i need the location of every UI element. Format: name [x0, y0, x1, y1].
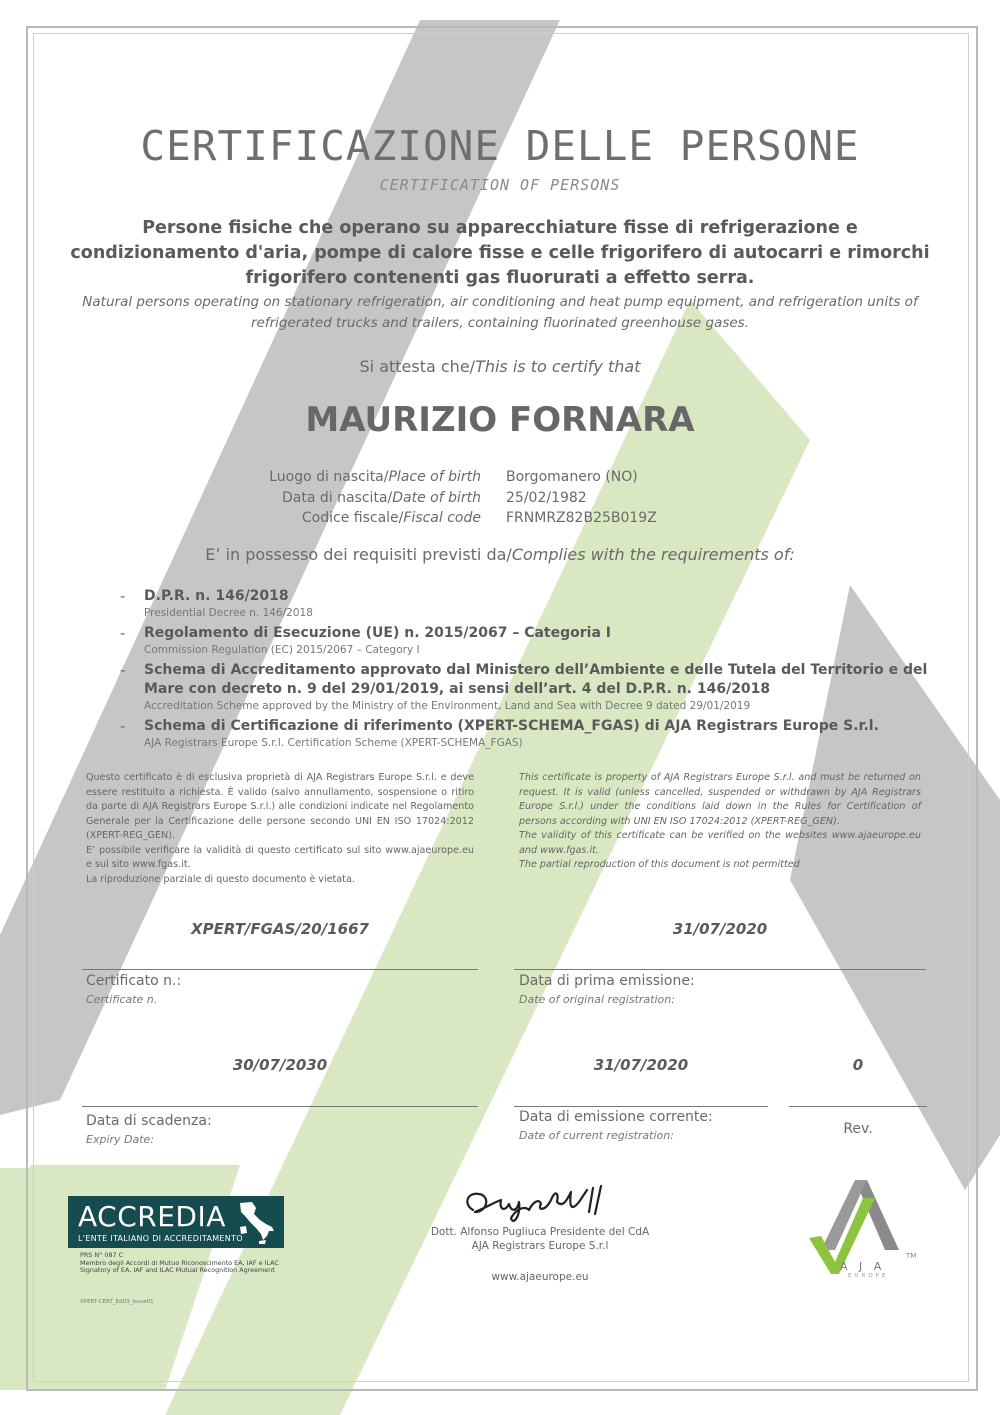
legal-notice-english: This certificate is property of AJA Registrars Europe S.r.l. and must be returned on request. It is valid (unless cancelled, suspended or withdrawn by AJA Registrars Europe S.r.l.) under the conditions laid down in the Rules for Certification of persons according with UNI EN ISO 17024:2012 (XPERT-REG_GEN). The validity of this certificate can be verified on the websites www.ajaeurope.eu and www.fgas.it. The partial reproduction of this document is not permitted — [519, 772, 921, 870]
document-reference: XPERT-CERT_Ed03_Issue01 — [80, 1299, 154, 1305]
aja-logo-sub: EUROPE — [848, 1273, 889, 1279]
certificate-subtitle: CERTIFICATION OF PERSONS — [379, 176, 621, 194]
scope-english: Natural persons operating on stationary refrigeration, air conditioning and heat pump equipment, and refrigeration units of refrigerated trucks and trailers, containing fluorinated greenhouse gases. — [82, 294, 918, 331]
certificate-number-line — [82, 969, 478, 970]
detail-label: Luogo di nascita/Place of birth — [269, 469, 481, 485]
attestation-line — [40, 357, 960, 376]
accredia-tagline: L'ENTE ITALIANO DI ACCREDITAMENTO — [78, 1234, 243, 1243]
expiry-date-label: Data di scadenza: — [86, 1113, 212, 1129]
accredia-logo-word: ACCREDIA — [78, 1200, 226, 1233]
certificate-number-label-en: Certificate n. — [86, 993, 158, 1006]
current-registration-value: 31/07/2020 — [593, 1056, 689, 1074]
scope-italian: Persone fisiche che operano su apparecchiature fisse di refrigerazione e condizionamento d'aria, pompe di calore fisse e celle frigorifero di autocarri e rimorchi frigorifero contenenti gas fluorurati a effetto serra. — [70, 218, 930, 288]
signatory-organization: AJA Registrars Europe S.r.l — [471, 1240, 609, 1252]
requirement-item: - Schema di Certificazione di riferimento (XPERT-SCHEMA_FGAS) di AJA Registrars Europe S.r.l. AJA Registrars Europe S.r.l. Certification Scheme (XPERT-SCHEMA_FGAS) — [120, 717, 940, 750]
current-registration-line — [514, 1106, 768, 1107]
detail-value: Borgomanero (NO) — [506, 469, 638, 485]
requirement-item: - Schema di Accreditamento approvato dal Ministero dell’Ambiente e delle Tutela del Territorio e del Mare con decreto n. 9 del 29/01/2019, ai sensi dell’art. 4 del D.P.R. n. 146/2018 Accreditation Scheme approved by the Ministry of the Environment, Land and Sea with Decree 9 dated 29/01/2019 — [120, 661, 940, 713]
legal-notice-italian: Questo certificato è di esclusiva proprietà di AJA Registrars Europe S.r.l. e deve essere restituito a richiesta. È valido (salvo annullamento, sospensione o ritiro da parte di AJA Registrars Europe S.r.l.) alle condizioni indicate nel Regolamento Generale per la Certificazione delle persone secondo UNI EN ISO 17024:2012 (XPERT-REG_GEN). E’ possibile verificare la validità di questo certificato sul sito www.ajaeurope.eu e sul sito www.fgas.it. La riproduzione parziale di questo documento è vietata. — [86, 772, 474, 885]
aja-logo-tm: TM — [906, 1252, 917, 1260]
original-registration-line — [514, 969, 926, 970]
requirements-list — [120, 587, 940, 754]
attestation-en: This is to certify that — [475, 357, 641, 376]
detail-label: Data di nascita/Date of birth — [282, 489, 481, 506]
requirement-item: - Regolamento di Esecuzione (UE) n. 2015/2067 – Categoria I Commission Regulation (EC) 2015/2067 – Category I — [120, 624, 940, 657]
holder-name: MAURIZIO FORNARA — [305, 400, 695, 440]
detail-row-date-of-birth — [150, 488, 850, 509]
original-registration-label-en: Date of original registration: — [519, 993, 675, 1006]
detail-label: Codice fiscale/Fiscal code — [301, 510, 481, 526]
aja-logo-letters: A J A — [840, 1260, 886, 1273]
website-link: www.ajaeurope.eu — [491, 1271, 589, 1283]
expiry-date-line — [82, 1106, 478, 1107]
attestation-it: Si attesta che/ — [359, 357, 476, 376]
revision-value: 0 — [852, 1056, 864, 1074]
requirements-heading: E’ in possesso dei requisiti previsti da/Complies with the requirements of: — [205, 545, 795, 564]
detail-row-fiscal-code — [150, 508, 850, 529]
expiry-date-label-en: Expiry Date: — [86, 1133, 155, 1146]
current-registration-label-en: Date of current registration: — [519, 1129, 674, 1142]
certificate-number-label: Certificato n.: — [86, 973, 182, 989]
original-registration-label: Data di prima emissione: — [519, 973, 695, 989]
holder-details — [150, 467, 850, 529]
detail-value: FRNMRZ82B25B019Z — [506, 510, 657, 526]
detail-row-place-of-birth — [150, 467, 850, 488]
revision-label: Rev. — [843, 1121, 873, 1137]
signatory-name: Dott. Alfonso Pugliuca Presidente del CdA — [430, 1226, 650, 1238]
detail-value: 25/02/1982 — [506, 489, 587, 506]
requirement-item: - D.P.R. n. 146/2018 Presidential Decree n. 146/2018 — [120, 587, 940, 620]
certificate-number-value: XPERT/FGAS/20/1667 — [191, 920, 369, 938]
revision-line — [789, 1106, 927, 1107]
original-registration-value: 31/07/2020 — [672, 920, 768, 938]
certificate-title: CERTIFICAZIONE DELLE PERSONE — [140, 122, 860, 170]
expiry-date-value: 30/07/2030 — [232, 1056, 328, 1074]
accredia-info: PRS N° 087 C Membro degli Accordi di Mutuo Riconoscimento EA, IAF e ILAC Signatory of EA, IAF and ILAC Mutual Recognition Agreement — [80, 1251, 279, 1274]
current-registration-label: Data di emissione corrente: — [519, 1109, 713, 1125]
